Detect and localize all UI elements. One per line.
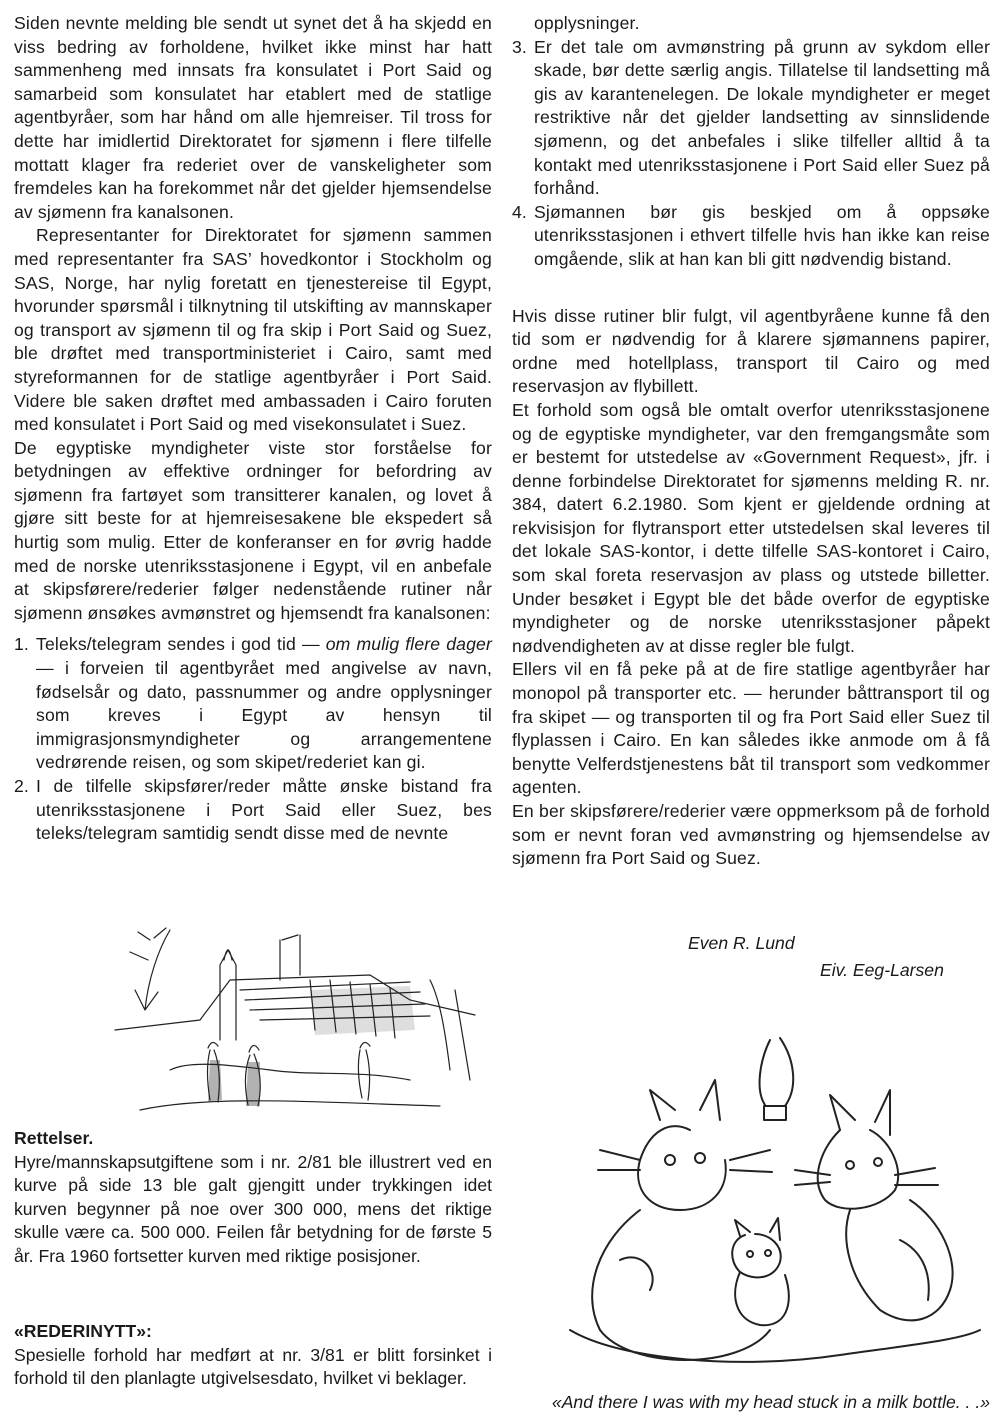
cat-cartoon-illustration: [540, 1010, 990, 1388]
cartoon-caption: «And there I was with my head stuck in a milk bottle. . .»: [551, 1392, 990, 1412]
routine-item-1-number: 1.: [14, 634, 29, 655]
routine-list: [14, 633, 492, 845]
routine-list-continued: [512, 12, 990, 272]
routine-item-2-continued: [512, 12, 990, 36]
routine-item-4-number: 4.: [512, 201, 527, 222]
signature-name-2: Eiv. Eeg-Larsen: [820, 960, 944, 980]
routine-item-3-number: 3.: [512, 36, 527, 57]
right-paragraph-4: En ber skipsførere/rederier være oppmerksom på de forhold som er nevnt foran ved avmønstring og hjemsendelse av sjømenn fra Port Said og Suez.: [512, 801, 990, 869]
routine-item-1-text-b: — i forveien til agentbyrået med angivelse av navn, fødselsår og dato, passnummer og andre opplysninger som kreves i Egypt av hensyn til immigrasjonsmyndigheter og arrangementene vedrørende reisen, og som skipet/rederiet kan gi.: [36, 658, 492, 773]
routine-item-2-text: I de tilfelle skipsfører/reder måtte ønske bistand fra utenriksstasjonene i Port Said eller Suez, bes teleks/telegram samtidig sendt disse med de nevnte: [36, 776, 492, 844]
routine-item-1-emphasis: om mulig flere dager: [325, 634, 492, 655]
rederinytt-section: [14, 1320, 492, 1391]
left-column: [14, 12, 492, 846]
right-paragraph-1: Hvis disse rutiner blir fulgt, vil agentbyråene kunne få den tid som er nødvendig for å klarere sjømannens papirer, ordne med hotellplass, transport til Cairo og med reservasjon av flybillett.: [512, 305, 990, 397]
routine-item-2-number: 2.: [14, 776, 29, 796]
routine-item-3-text: Er det tale om avmønstring på grunn av sykdom eller skade, bør dette særlig angis. Tillatelse til landsetting må gis av karantenelegen. De lokale myndigheter er meget restriktive når det gjelder landsetting av sinnslidende sjømenn, og det anbefales i slike tilfeller alltid å ta kontakt med utenriksstasjonene i Port Said eller Suez på forhånd.: [534, 36, 990, 199]
routine-item-4-text: Sjømannen bør gis beskjed om å oppsøke utenriksstasjonen i ethvert tilfelle hvis han ikke kan reise omgående, slik at han kan bli gitt nødvendig bistand.: [534, 201, 990, 269]
routine-item-2: [14, 775, 492, 846]
corrections-section: [14, 1127, 492, 1269]
rederinytt-text: Spesielle forhold har medført at nr. 3/81 er blitt forsinket i forhold til den planlagte utgivelsesdato, hvilket vi beklager.: [14, 1344, 492, 1389]
signature-name-1: Even R. Lund: [688, 933, 795, 953]
routine-item-4: [512, 201, 990, 272]
routine-item-2-continued-text: opplysninger.: [534, 13, 640, 33]
corrections-heading: Rettelser.: [14, 1128, 94, 1148]
rederinytt-heading: «REDERINYTT»:: [14, 1321, 152, 1341]
street-scene-illustration: [110, 920, 480, 1120]
right-paragraph-2: Et forhold som også ble omtalt overfor utenriksstasjonene og de egyptiske myndigheter, var den fremgangsmåte som er bestemt for utstedelse av «Government Request», jfr. i denne forbindelse Direktoratet for sjømenns melding R. nr. 384, datert 6.2.1980. Som kjent er gjeldende ordning at rekvisisjon for flytransport etter utstedelsen skal leveres til det lokale SAS-kontor, i dette tilfelle SAS-kontoret i Cairo, som skal foreta reservasjon av plass og utstede billetter. Under besøket i Egypt ble det både overfor de egyptiske myndigheter og de norske utenriksstasjoner påpekt nødvendigheten av at disse regler ble fulgt.: [512, 399, 990, 656]
corrections-text: Hyre/mannskapsutgiftene som i nr. 2/81 ble illustrert ved en kurve på side 13 ble galt gjengitt under trykkingen idet kurven begynner på noe over 300 000, mens det riktige skulle være ca. 500 000. Feilen får betydning for de første 5 år. Fra 1960 fortsetter kurven med riktige posisjoner.: [14, 1151, 492, 1266]
routine-item-1-text-a: Teleks/telegram sendes i god tid —: [36, 634, 326, 655]
right-column: [512, 12, 990, 871]
left-paragraph-1: Siden nevnte melding ble sendt ut synet det å ha skjedd en viss bedring av forholdene, hvilket ikke minst har hatt sammenheng med innsats fra konsulatet i Port Said og samarbeid som konsulatet har etablert med de statlige agentbyråer, som har hånd om alle hjemreiser. Til tross for dette har imidlertid Direktoratet for sjømenn i flere tilfelle mottatt klager fra rederiet over de vanskeligheter som fremdeles kan ha forekommet når det gjelder hjemsendelse av sjømenn fra kanalsonen.: [14, 13, 492, 222]
routine-item-1: [14, 633, 492, 775]
routine-item-3: [512, 36, 990, 201]
left-paragraph-3: De egyptiske myndigheter viste stor forståelse for betydningen av effektive ordninger for befordring av sjømenn fra fartøyet som transitterer kanalen, og lovet å gjøre sitt beste for at hjemreisesakene ble ekspedert så hurtig som mulig. Etter de konferanser en for øvrig hadde med de norske utenriksstasjonene i Egypt, vil en anbefale at skipsførere/rederier følger nedenstående rutiner når sjømenn ønsøkes avmønstret og hjemsendt fra kanalsonen:: [14, 437, 492, 623]
right-paragraph-3: Ellers vil en få peke på at de fire statlige agentbyråer har monopol på transporter etc. — herunder båttransport til og fra skipet — og transporten til og fra Port Said eller Suez til flyplassen i Cairo. En kan således ikke anmode om å få benytte Velferdstjenestens båt til transport som vedkommer agenten.: [512, 659, 990, 798]
left-paragraph-2: Representanter for Direktoratet for sjømenn sammen med representanter fra SAS’ hovedkontor i Stockholm og SAS, Norge, har nylig foretatt en tjenestereise til Egypt, hvorunder spørsmål i tilknytning til utskifting av mannskaper og transport av sjømenn til og fra skip i Port Said og Suez, ble drøftet med transportministeriet i Cairo, samt med styreformannen for de statlige agentbyråer i Port Said. Videre ble saken drøftet med ambassaden i Cairo foruten med konsulatet i Port Said og med visekonsulatet i Suez.: [14, 225, 492, 435]
